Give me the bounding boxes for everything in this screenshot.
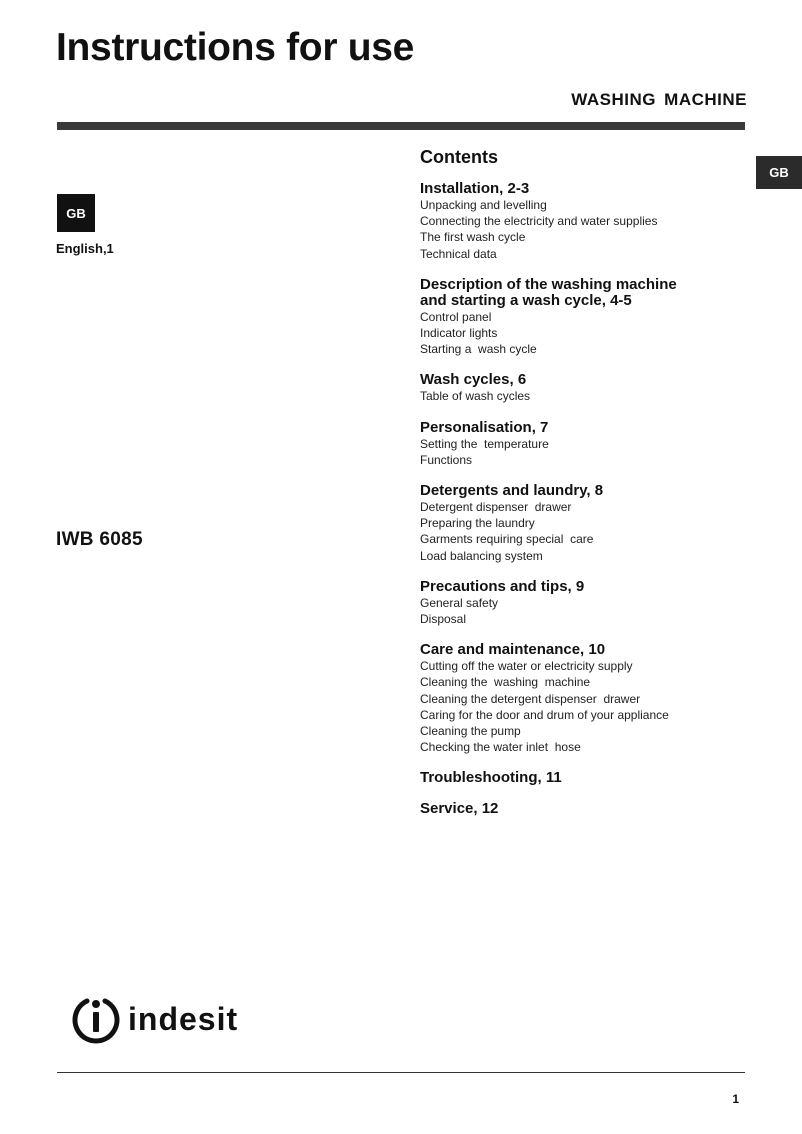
indesit-logo-icon xyxy=(70,993,122,1045)
section-title[interactable]: Personalisation, 7 xyxy=(420,418,549,436)
section-item[interactable]: General safety xyxy=(420,595,499,610)
section-item[interactable]: Table of wash cycles xyxy=(420,389,531,404)
contents-section xyxy=(420,801,760,817)
section-title[interactable]: Precautions and tips, 9 xyxy=(420,577,585,595)
section-item[interactable]: Setting the temperature xyxy=(420,436,549,451)
contents-sections xyxy=(420,181,760,817)
section-title[interactable]: Service, 12 xyxy=(420,800,499,818)
language-side-tab[interactable]: GB xyxy=(756,156,802,189)
section-item[interactable]: Functions xyxy=(420,452,473,467)
section-item[interactable]: Technical data xyxy=(420,246,497,261)
section-item[interactable]: Caring for the door and drum of your appliance xyxy=(420,707,669,722)
brand-wordmark: indesit xyxy=(128,1000,239,1037)
section-item[interactable]: Load balancing system xyxy=(420,548,543,563)
contents-section xyxy=(420,277,760,358)
section-item[interactable]: Cleaning the washing machine xyxy=(420,675,591,690)
section-item[interactable]: Connecting the electricity and water supplies xyxy=(420,214,658,229)
table-of-contents xyxy=(420,147,760,832)
header-rule xyxy=(57,122,745,130)
contents-heading: Contents xyxy=(420,147,498,167)
section-item[interactable]: Cutting off the water or electricity supply xyxy=(420,659,633,674)
section-title[interactable]: Troubleshooting, 11 xyxy=(420,769,562,787)
section-item[interactable]: Unpacking and levelling xyxy=(420,198,547,212)
section-title[interactable]: Detergents and laundry, 8 xyxy=(420,482,604,500)
section-item[interactable]: Detergent dispenser drawer xyxy=(420,500,572,515)
contents-section xyxy=(420,372,760,404)
section-title[interactable]: Description of the washing machine and starting a wash cycle, 4-5 xyxy=(420,275,677,309)
page-number: 1 xyxy=(732,1092,739,1106)
section-title[interactable]: Care and maintenance, 10 xyxy=(420,641,606,659)
section-item[interactable]: Cleaning the detergent dispenser drawer xyxy=(420,691,641,706)
section-item[interactable]: The first wash cycle xyxy=(420,230,526,245)
section-title[interactable]: Installation, 2-3 xyxy=(420,180,530,197)
contents-section xyxy=(420,770,760,786)
section-item[interactable]: Garments requiring special care xyxy=(420,532,594,547)
language-badge: GB xyxy=(57,194,95,232)
section-item[interactable]: Preparing the laundry xyxy=(420,516,535,531)
section-item[interactable]: Control panel xyxy=(420,309,492,324)
language-page-reference: English,1 xyxy=(56,241,114,256)
contents-section xyxy=(420,420,760,468)
document-title: Instructions for use xyxy=(56,26,415,69)
contents-section xyxy=(420,181,760,262)
footer-rule xyxy=(57,1072,745,1073)
section-item[interactable]: Disposal xyxy=(420,612,467,627)
section-item[interactable]: Checking the water inlet hose xyxy=(420,740,581,755)
contents-section xyxy=(420,579,760,627)
section-title[interactable]: Wash cycles, 6 xyxy=(420,371,527,389)
contents-section xyxy=(420,642,760,755)
section-item[interactable]: Indicator lights xyxy=(420,326,498,341)
document-subtitle: WASHING MACHINE xyxy=(571,90,747,109)
contents-section xyxy=(420,483,760,564)
model-number: IWB 6085 xyxy=(56,529,143,550)
section-item[interactable]: Starting a wash cycle xyxy=(420,342,537,357)
section-item[interactable]: Cleaning the pump xyxy=(420,724,521,739)
brand-logo xyxy=(70,993,238,1045)
